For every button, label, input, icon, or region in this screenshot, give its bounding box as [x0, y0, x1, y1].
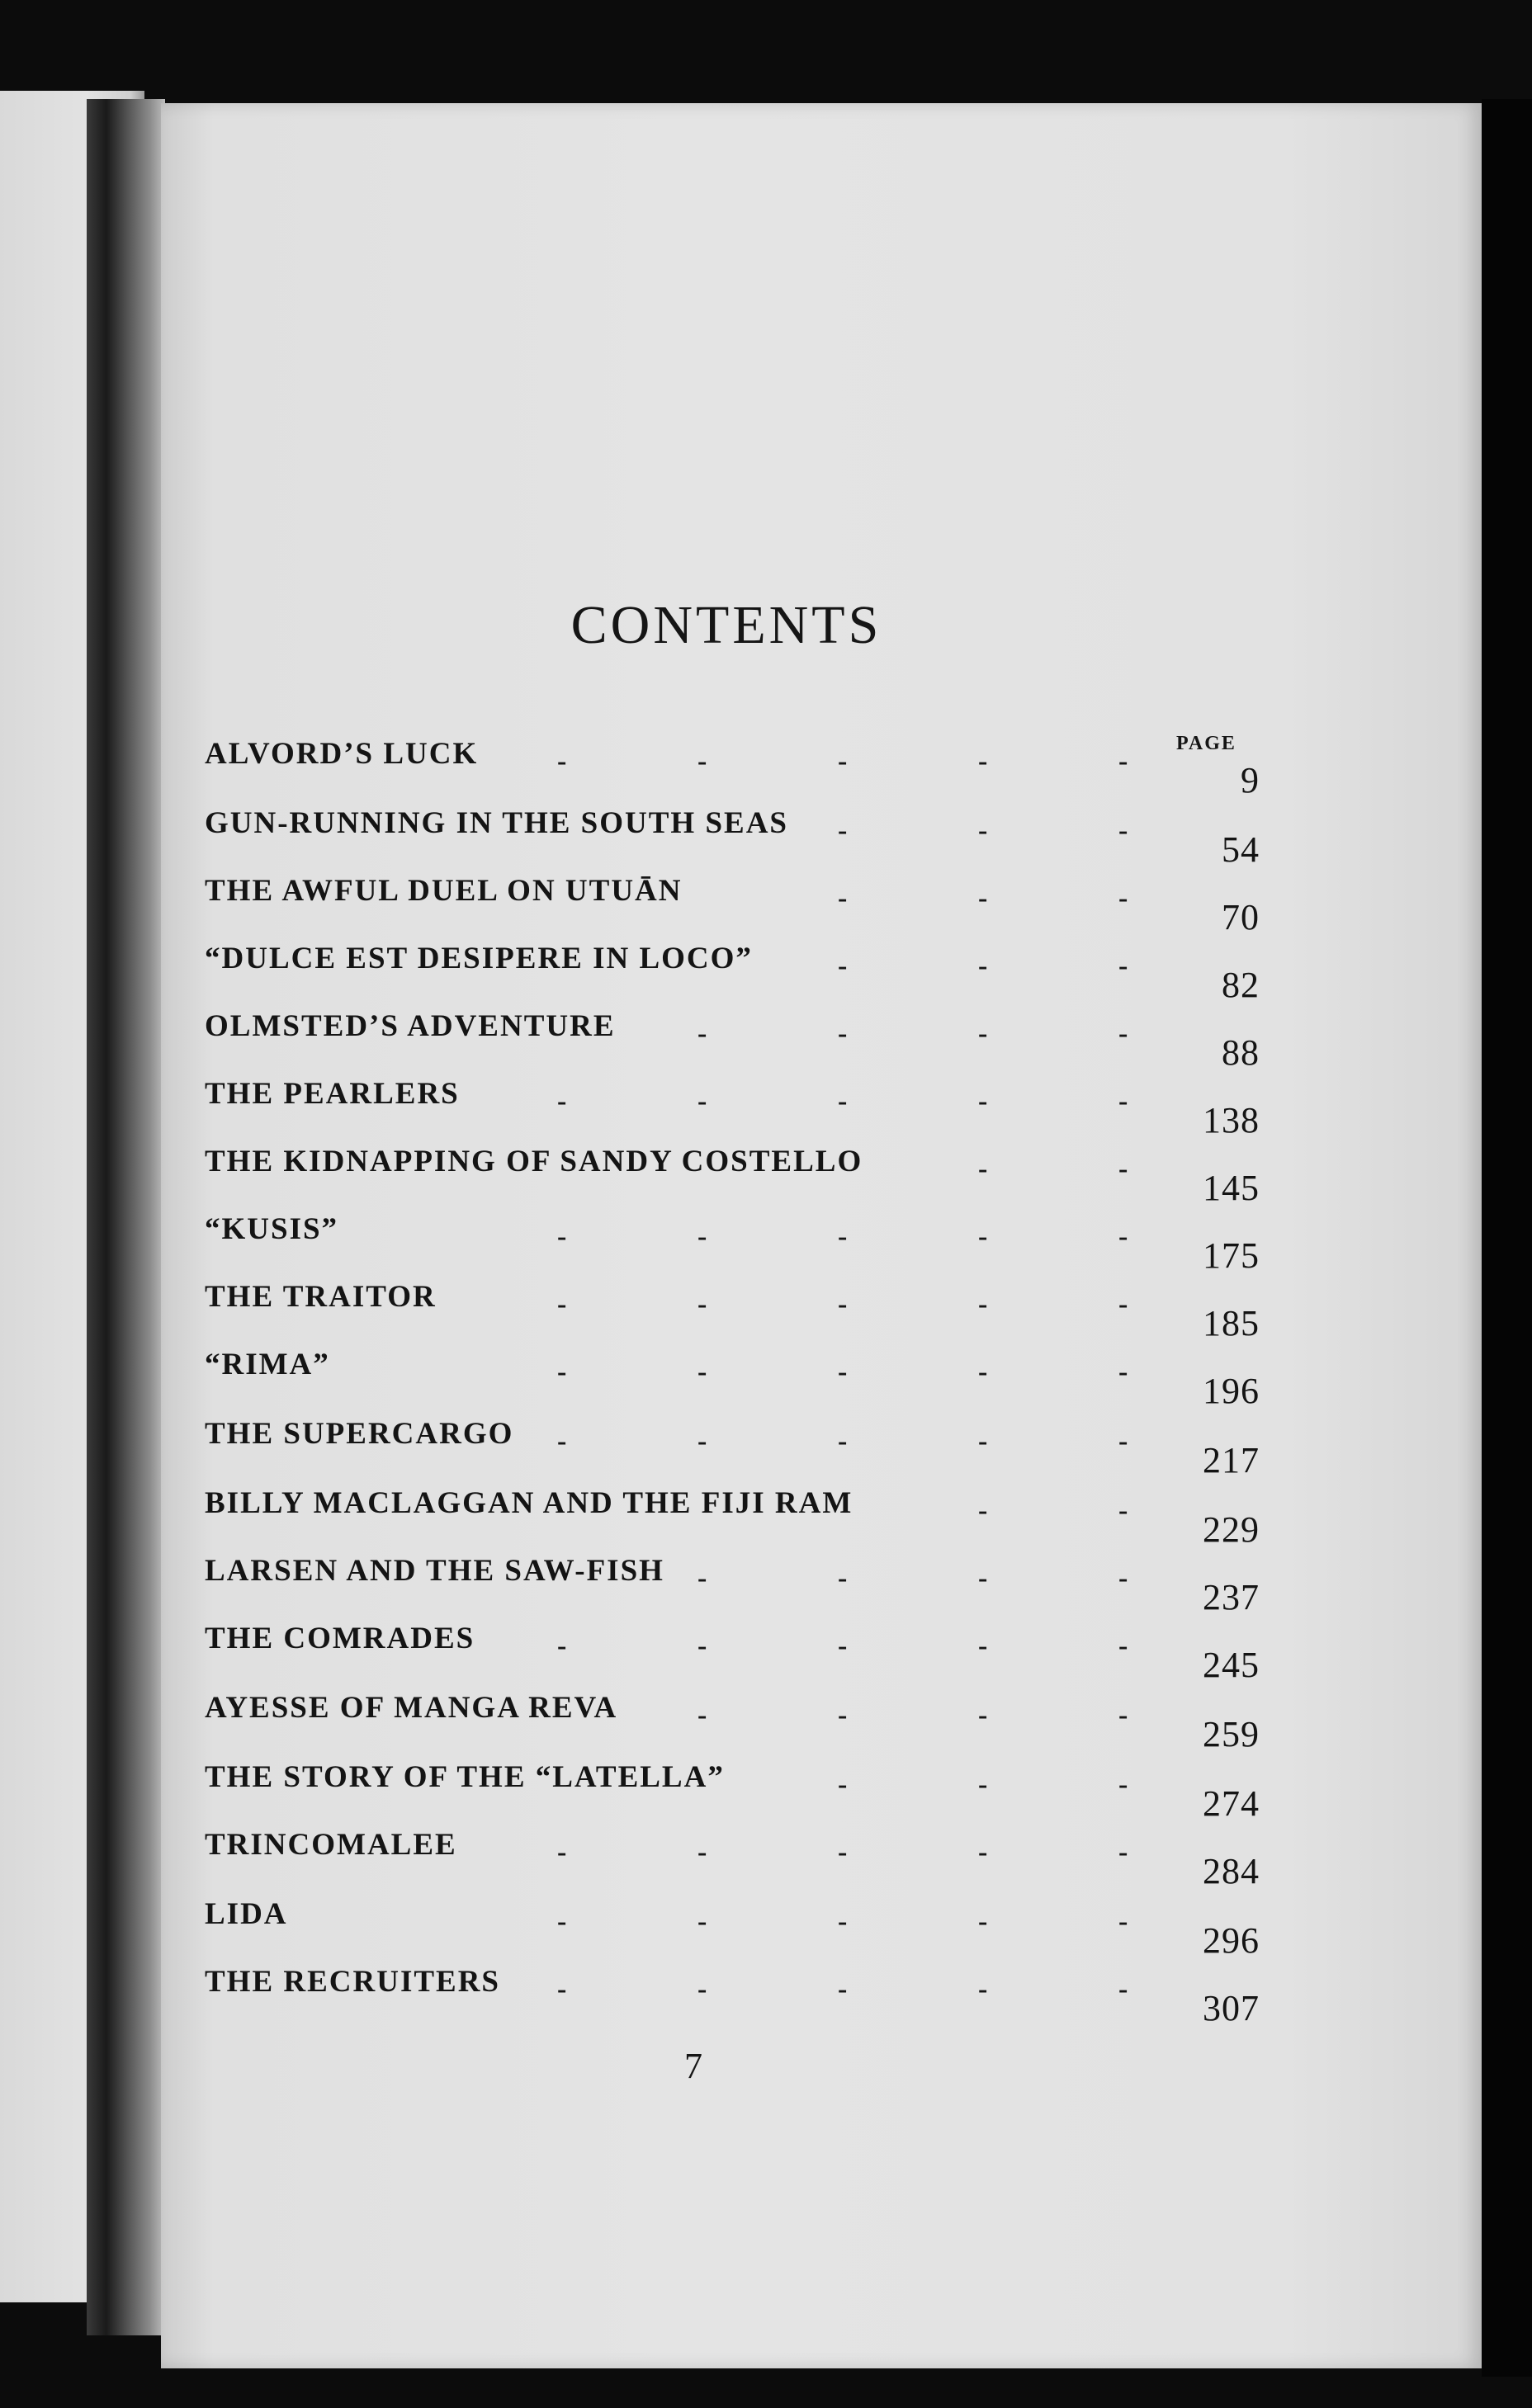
entry-title: THE KIDNAPPING OF SANDY COSTELLO: [205, 1145, 863, 1178]
contents-entry[interactable]: [182, 1279, 1260, 1343]
entry-page: 259: [1203, 1714, 1260, 1754]
leader-dash: -: [978, 1974, 988, 2004]
entry-title: OLMSTED’S ADVENTURE: [205, 1009, 616, 1043]
entry-page: 70: [1222, 897, 1260, 937]
entry-page: 54: [1222, 829, 1260, 870]
leader-dash: -: [838, 1631, 848, 1661]
entry-title: THE SUPERCARGO: [205, 1417, 514, 1451]
leader-dash: -: [697, 1906, 707, 1937]
contents-entry[interactable]: [182, 1553, 1260, 1617]
entry-page: 88: [1222, 1032, 1260, 1073]
entry-page: 307: [1203, 1988, 1260, 2028]
leader-dash: -: [978, 1289, 988, 1320]
leader-dash: -: [838, 883, 848, 914]
leader-dash: -: [978, 1018, 988, 1049]
leader-dash: -: [1118, 1769, 1128, 1800]
entry-page: 196: [1203, 1371, 1260, 1411]
entry-page: 237: [1203, 1577, 1260, 1617]
leader-dash: -: [978, 1154, 988, 1184]
leader-dash: -: [1118, 1426, 1128, 1457]
entry-title: LIDA: [205, 1897, 288, 1931]
leader-dash: -: [697, 1974, 707, 2004]
entry-title: TRINCOMALEE: [205, 1828, 457, 1862]
leader-dash: -: [978, 1769, 988, 1800]
leader-dash: -: [557, 1837, 567, 1867]
leader-dash: -: [557, 1906, 567, 1937]
leader-dash: -: [697, 746, 707, 777]
entry-title: ALVORD’S LUCK: [205, 737, 479, 771]
leader-dash: -: [1118, 951, 1128, 981]
leader-dash: -: [978, 1495, 988, 1526]
leader-dash: -: [978, 1700, 988, 1730]
leader-dash: -: [557, 1221, 567, 1252]
contents-entry[interactable]: [182, 941, 1260, 1005]
leader-dash: -: [838, 1289, 848, 1320]
leader-dash: -: [838, 1221, 848, 1252]
contents-entry[interactable]: [182, 1416, 1260, 1480]
leader-dash: -: [838, 1700, 848, 1730]
contents-entry[interactable]: [182, 1211, 1260, 1276]
leader-dash: -: [978, 1906, 988, 1937]
page-column-heading: PAGE: [1176, 733, 1236, 754]
entry-title: THE PEARLERS: [205, 1077, 460, 1111]
leader-dash: -: [557, 1357, 567, 1387]
leader-dash: -: [1118, 1495, 1128, 1526]
leader-dash: -: [838, 1018, 848, 1049]
leader-dash: -: [1118, 1700, 1128, 1730]
entry-title: THE COMRADES: [205, 1622, 475, 1655]
leader-dash: -: [697, 1221, 707, 1252]
entry-page: 9: [1241, 760, 1260, 800]
leader-dash: -: [838, 1086, 848, 1117]
leader-dash: -: [978, 1221, 988, 1252]
leader-dash: -: [978, 883, 988, 914]
leader-dash: -: [697, 1289, 707, 1320]
entry-page: 284: [1203, 1851, 1260, 1891]
leader-dash: -: [697, 1357, 707, 1387]
page-number: 7: [684, 2046, 702, 2086]
leader-dash: -: [838, 1426, 848, 1457]
contents-entry[interactable]: [182, 1008, 1260, 1073]
contents-title: CONTENTS: [570, 595, 882, 655]
leader-dash: -: [838, 1563, 848, 1594]
leader-dash: -: [557, 1631, 567, 1661]
contents-entry[interactable]: [182, 1759, 1260, 1824]
entry-title: THE RECRUITERS: [205, 1965, 501, 1999]
contents-entry[interactable]: [182, 1485, 1260, 1550]
leader-dash: -: [1118, 1974, 1128, 2004]
contents-entry[interactable]: [182, 1896, 1260, 1961]
entry-title: “KUSIS”: [205, 1212, 339, 1246]
entry-page: 245: [1203, 1645, 1260, 1685]
leader-dash: -: [978, 746, 988, 777]
leader-dash: -: [1118, 1357, 1128, 1387]
leader-dash: -: [1118, 883, 1128, 914]
entry-page: 185: [1203, 1303, 1260, 1343]
entry-page: 82: [1222, 965, 1260, 1005]
leader-dash: -: [838, 746, 848, 777]
leader-dash: -: [697, 1563, 707, 1594]
contents-entry[interactable]: [182, 1076, 1260, 1140]
leader-dash: -: [978, 1086, 988, 1117]
entry-title: GUN-RUNNING IN THE SOUTH SEAS: [205, 806, 788, 840]
leader-dash: -: [978, 1631, 988, 1661]
leader-dash: -: [978, 951, 988, 981]
leader-dash: -: [697, 1018, 707, 1049]
leader-dash: -: [1118, 746, 1128, 777]
leader-dash: -: [838, 1769, 848, 1800]
leader-dash: -: [697, 1426, 707, 1457]
leader-dash: -: [838, 951, 848, 981]
leader-dash: -: [1118, 1086, 1128, 1117]
entry-title: AYESSE OF MANGA REVA: [205, 1691, 618, 1725]
entry-title: THE STORY OF THE “LATELLA”: [205, 1760, 725, 1794]
contents-entry[interactable]: [182, 1144, 1260, 1208]
leader-dash: -: [697, 1631, 707, 1661]
leader-dash: -: [1118, 1837, 1128, 1867]
leader-dash: -: [978, 815, 988, 846]
leader-dash: -: [978, 1563, 988, 1594]
contents-entry[interactable]: [182, 1964, 1260, 2028]
entry-page: 217: [1203, 1440, 1260, 1480]
contents-entry[interactable]: [182, 1827, 1260, 1891]
leader-dash: -: [1118, 815, 1128, 846]
leader-dash: -: [1118, 1563, 1128, 1594]
entry-title: THE AWFUL DUEL ON UTUĀN: [205, 874, 683, 908]
leader-dash: -: [978, 1426, 988, 1457]
entry-title: “DULCE EST DESIPERE IN LOCO”: [205, 942, 753, 975]
entry-title: THE TRAITOR: [205, 1280, 437, 1314]
leader-dash: -: [1118, 1154, 1128, 1184]
leader-dash: -: [838, 815, 848, 846]
leader-dash: -: [557, 1289, 567, 1320]
entry-title: LARSEN AND THE SAW-FISH: [205, 1554, 664, 1588]
leader-dash: -: [838, 1906, 848, 1937]
contents-entry[interactable]: [182, 1347, 1260, 1411]
leader-dash: -: [557, 1974, 567, 2004]
leader-dash: -: [1118, 1221, 1128, 1252]
leader-dash: -: [1118, 1631, 1128, 1661]
entry-page: 274: [1203, 1783, 1260, 1824]
contents-entry[interactable]: [182, 873, 1260, 937]
contents-entry[interactable]: [182, 1690, 1260, 1754]
contents-entry[interactable]: [182, 736, 1260, 800]
leader-dash: -: [557, 746, 567, 777]
leader-dash: -: [1118, 1906, 1128, 1937]
leader-dash: -: [838, 1837, 848, 1867]
leader-dash: -: [838, 1357, 848, 1387]
entry-page: 175: [1203, 1235, 1260, 1276]
entry-page: 229: [1203, 1509, 1260, 1550]
leader-dash: -: [1118, 1018, 1128, 1049]
contents-entry[interactable]: [182, 1621, 1260, 1685]
entry-page: 296: [1203, 1920, 1260, 1961]
contents-entry[interactable]: [182, 805, 1260, 870]
leader-dash: -: [978, 1357, 988, 1387]
leader-dash: -: [978, 1837, 988, 1867]
entry-title: “RIMA”: [205, 1348, 330, 1381]
entry-page: 138: [1203, 1100, 1260, 1140]
leader-dash: -: [697, 1086, 707, 1117]
leader-dash: -: [838, 1974, 848, 2004]
leader-dash: -: [557, 1426, 567, 1457]
entry-page: 145: [1203, 1168, 1260, 1208]
leader-dash: -: [557, 1086, 567, 1117]
leader-dash: -: [697, 1700, 707, 1730]
leader-dash: -: [1118, 1289, 1128, 1320]
entry-title: BILLY MACLAGGAN AND THE FIJI RAM: [205, 1486, 853, 1520]
leader-dash: -: [697, 1837, 707, 1867]
